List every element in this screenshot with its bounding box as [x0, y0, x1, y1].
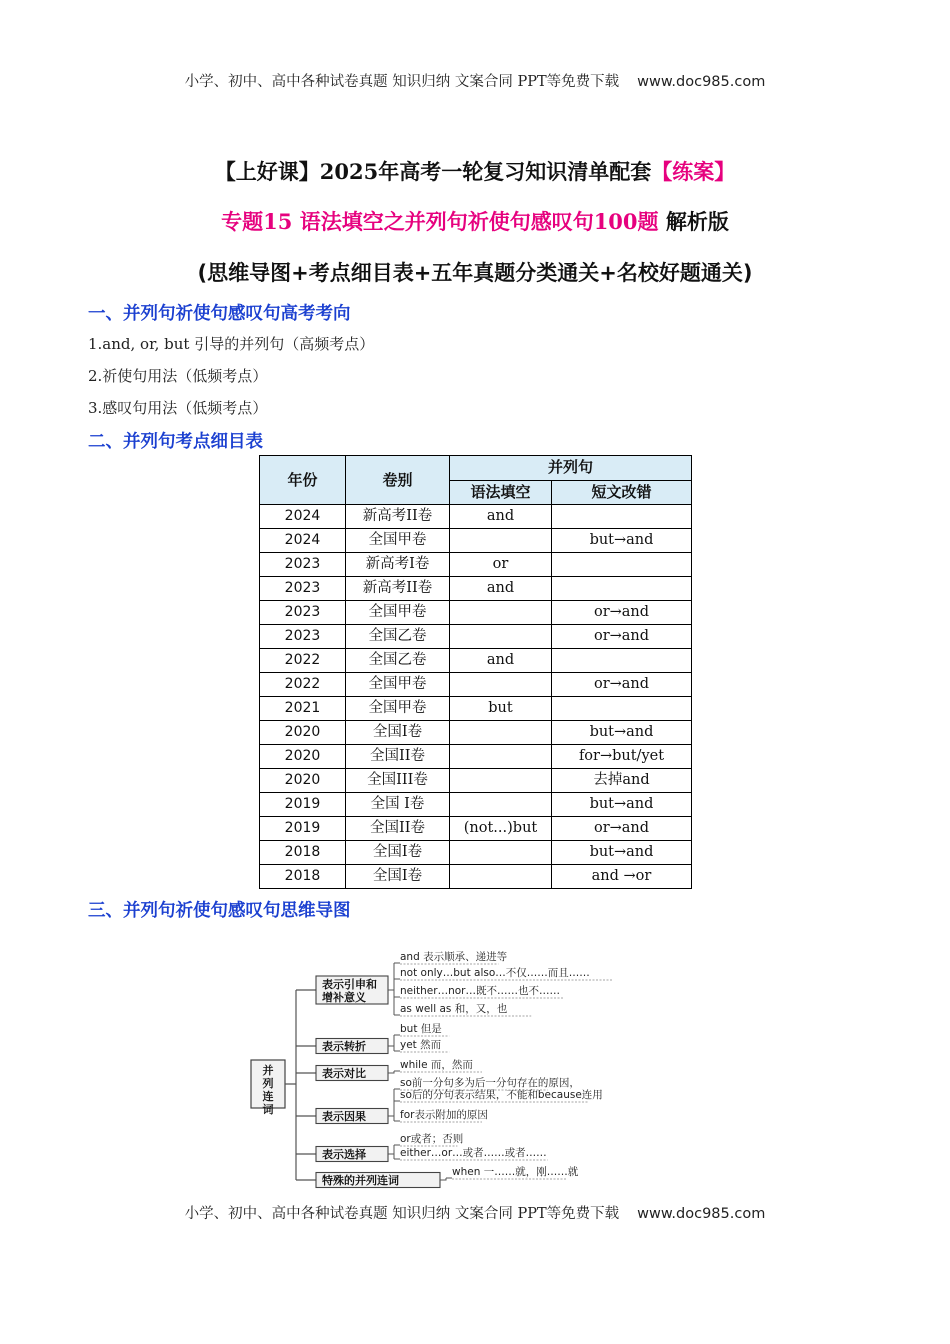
mind-map-leaf-connector: [440, 1178, 446, 1180]
cell-grammar-fill: (not...)but: [450, 817, 552, 841]
mind-map-branch-label-2: 增补意义: [322, 991, 366, 1004]
mind-map-branch-label: 表示转折: [322, 1040, 366, 1053]
table-row: [260, 673, 692, 697]
cell-error-correction: [552, 649, 692, 673]
mind-map-leaf: as well as 和，又，也: [400, 1003, 508, 1015]
mind-map-leaf-connector: [388, 1145, 394, 1159]
cell-year: 2020: [260, 721, 346, 745]
mind-map-leaf: so前一分句多为后一分句存在的原因，: [400, 1077, 580, 1089]
cell-error-correction: or→and: [552, 817, 692, 841]
mind-map-leaf: for表示附加的原因: [400, 1109, 488, 1121]
cell-grammar-fill: [450, 625, 552, 649]
mind-map-root-char-4: 词: [262, 1103, 274, 1116]
cell-error-correction: or→and: [552, 673, 692, 697]
cell-year: 2023: [260, 625, 346, 649]
cell-year: 2022: [260, 673, 346, 697]
page-header: [0, 70, 950, 91]
cell-year: 2020: [260, 745, 346, 769]
cell-paper: 新高考II卷: [346, 577, 450, 601]
item-2: 2.祈使句用法（低频考点）: [88, 367, 268, 385]
cell-paper: 新高考II卷: [346, 505, 450, 529]
cell-error-correction: for→but/yet: [552, 745, 692, 769]
item-1: 1.and, or, but 引导的并列句（高频考点）: [88, 335, 375, 353]
mind-map-leaf: neither…nor…既不……也不……: [400, 985, 560, 997]
cell-paper: 全国II卷: [346, 745, 450, 769]
table-row: [260, 697, 692, 721]
section-2-heading: 二、并列句考点细目表: [88, 432, 263, 452]
table-row: [260, 625, 692, 649]
cell-paper: 全国甲卷: [346, 601, 450, 625]
cell-paper: 新高考I卷: [346, 553, 450, 577]
cell-grammar-fill: [450, 793, 552, 817]
cell-year: 2023: [260, 553, 346, 577]
cell-error-correction: or→and: [552, 625, 692, 649]
cell-error-correction: [552, 697, 692, 721]
title-suffix: 解析版: [658, 209, 729, 234]
title-main: 专题15 语法填空之并列句祈使句感叹句100题: [221, 209, 659, 234]
cell-year: 2022: [260, 649, 346, 673]
mind-map: [248, 948, 738, 1193]
table-row: [260, 577, 692, 601]
header-year: 年份: [260, 456, 346, 505]
header-site-link[interactable]: www.doc985.com: [637, 74, 766, 90]
doc-title-line2: [0, 206, 950, 236]
cell-year: 2023: [260, 601, 346, 625]
table-row: [260, 865, 692, 889]
table-row: [260, 841, 692, 865]
cell-paper: 全国I卷: [346, 721, 450, 745]
cell-error-correction: [552, 505, 692, 529]
cell-grammar-fill: [450, 769, 552, 793]
doc-title-line3: (思维导图+考点细目表+五年真题分类通关+名校好题通关): [197, 261, 753, 285]
cell-error-correction: or→and: [552, 601, 692, 625]
cell-year: 2020: [260, 769, 346, 793]
mind-map-leaf: not only…but also…不仅……而且……: [400, 967, 590, 979]
doc-title-line1: [0, 156, 950, 186]
cell-paper: 全国甲卷: [346, 529, 450, 553]
header-group: 并列句: [450, 456, 692, 481]
mind-map-branch-label: 特殊的并列连词: [322, 1174, 399, 1187]
cell-year: 2019: [260, 817, 346, 841]
cell-paper: 全国I卷: [346, 841, 450, 865]
cell-paper: 全国乙卷: [346, 649, 450, 673]
table-row: [260, 721, 692, 745]
cell-year: 2019: [260, 793, 346, 817]
cell-paper: 全国甲卷: [346, 673, 450, 697]
mind-map-leaf: while 而，然而: [400, 1059, 473, 1071]
cell-year: 2024: [260, 529, 346, 553]
exam-points-table: [259, 455, 692, 889]
cell-paper: 全国甲卷: [346, 697, 450, 721]
mind-map-leaf: when 一……就，刚……就: [452, 1166, 579, 1178]
page-footer: [0, 1202, 950, 1223]
cell-error-correction: but→and: [552, 793, 692, 817]
mind-map-root-char-2: 列: [262, 1077, 274, 1090]
footer-site-link[interactable]: www.doc985.com: [637, 1206, 766, 1222]
mind-map-root-char-3: 连: [262, 1090, 274, 1103]
footer-text: 小学、初中、高中各种试卷真题 知识归纳 文案合同 PPT等免费下载: [184, 1206, 620, 1222]
cell-grammar-fill: or: [450, 553, 552, 577]
table-row: [260, 553, 692, 577]
header-text: 小学、初中、高中各种试卷真题 知识归纳 文案合同 PPT等免费下载: [184, 74, 620, 90]
cell-grammar-fill: and: [450, 505, 552, 529]
cell-grammar-fill: [450, 673, 552, 697]
header-error-correction: 短文改错: [552, 480, 692, 505]
mind-map-leaf: and 表示顺承、递进等: [400, 951, 508, 963]
mind-map-leaf-connector: [388, 1089, 394, 1121]
cell-grammar-fill: [450, 841, 552, 865]
cell-error-correction: 去掉and: [552, 769, 692, 793]
mind-map-leaf: or或者；否则: [400, 1133, 464, 1145]
mind-map-branch-label: 表示因果: [322, 1110, 366, 1123]
cell-year: 2023: [260, 577, 346, 601]
cell-paper: 全国III卷: [346, 769, 450, 793]
table-row: [260, 529, 692, 553]
mind-map-branches: [296, 950, 613, 1188]
cell-year: 2021: [260, 697, 346, 721]
table-row: [260, 745, 692, 769]
table-row: [260, 817, 692, 841]
cell-error-correction: but→and: [552, 841, 692, 865]
table-body: [260, 505, 692, 889]
mind-map-root-char-1: 并: [262, 1064, 274, 1077]
cell-error-correction: but→and: [552, 529, 692, 553]
mind-map-leaf-connector: [388, 1071, 394, 1073]
header-grammar-fill: 语法填空: [450, 480, 552, 505]
cell-error-correction: [552, 577, 692, 601]
cell-year: 2024: [260, 505, 346, 529]
cell-grammar-fill: [450, 601, 552, 625]
cell-grammar-fill: but: [450, 697, 552, 721]
section-1-heading: 一、并列句祈使句感叹句高考考向: [88, 304, 351, 324]
cell-year: 2018: [260, 841, 346, 865]
cell-grammar-fill: [450, 721, 552, 745]
section-3-heading: 三、并列句祈使句感叹句思维导图: [88, 901, 351, 921]
mind-map-branch-label: 表示引申和: [322, 978, 377, 991]
table-row: [260, 793, 692, 817]
header-paper: 卷别: [346, 456, 450, 505]
mind-map-trunk: [285, 990, 296, 1180]
cell-year: 2018: [260, 865, 346, 889]
cell-error-correction: and →or: [552, 865, 692, 889]
mind-map-leaf-connector: [388, 963, 394, 1015]
table-row: [260, 601, 692, 625]
mind-map-branch-label: 表示对比: [322, 1067, 366, 1080]
mind-map-leaf: so后的分句表示结果，不能和because连用: [400, 1089, 603, 1101]
title-prefix: 【上好课】2025年高考一轮复习知识清单配套: [214, 159, 652, 184]
cell-grammar-fill: [450, 745, 552, 769]
table-row: [260, 505, 692, 529]
mind-map-leaf-connector: [388, 1035, 394, 1051]
cell-paper: 全国乙卷: [346, 625, 450, 649]
mind-map-leaf: either…or…或者……或者……: [400, 1147, 547, 1159]
mind-map-branch-label: 表示选择: [322, 1148, 366, 1161]
cell-error-correction: but→and: [552, 721, 692, 745]
mind-map-leaf: yet 然而: [400, 1039, 442, 1051]
item-3: 3.感叹句用法（低频考点）: [88, 399, 268, 417]
cell-paper: 全国I卷: [346, 865, 450, 889]
cell-grammar-fill: [450, 529, 552, 553]
cell-error-correction: [552, 553, 692, 577]
cell-paper: 全国 I卷: [346, 793, 450, 817]
cell-grammar-fill: and: [450, 577, 552, 601]
mind-map-leaf: but 但是: [400, 1023, 442, 1035]
title-tag: 【练案】: [651, 159, 736, 184]
table-row: [260, 769, 692, 793]
cell-paper: 全国II卷: [346, 817, 450, 841]
table-row: [260, 649, 692, 673]
cell-grammar-fill: and: [450, 649, 552, 673]
cell-grammar-fill: [450, 865, 552, 889]
